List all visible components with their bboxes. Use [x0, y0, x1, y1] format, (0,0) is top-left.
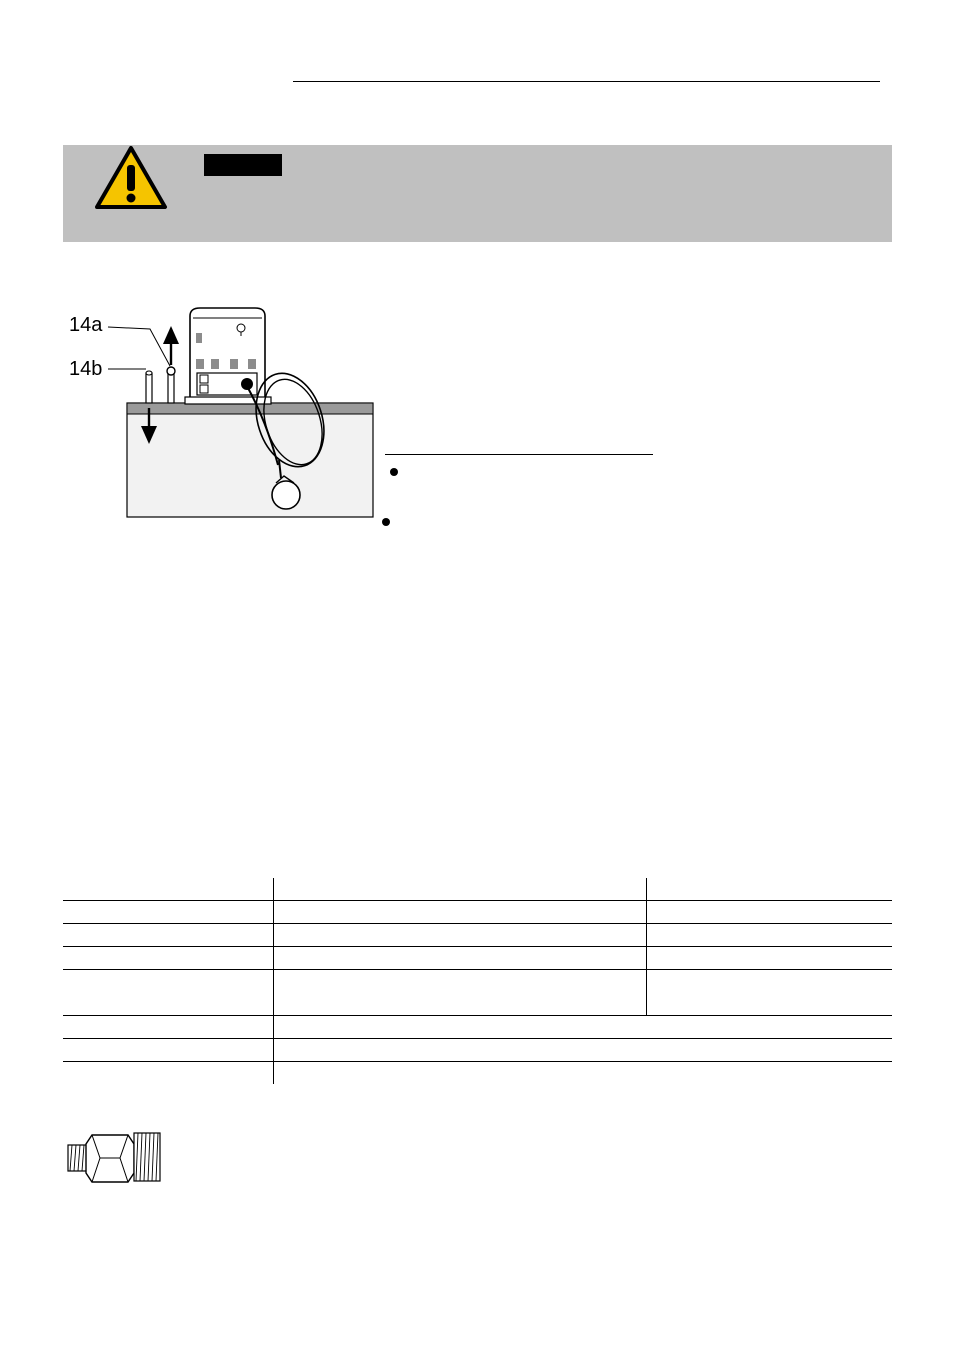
- bullet-marker: [390, 468, 398, 476]
- header-rule: [293, 81, 880, 82]
- table-cell: [63, 878, 274, 901]
- table-cell: [647, 970, 893, 1016]
- table-row: [63, 970, 892, 1016]
- table-cell: [274, 924, 647, 947]
- specification-table: [63, 878, 892, 1084]
- table-cell: [274, 1016, 893, 1039]
- table-cell: [647, 878, 893, 901]
- table-cell: [274, 1039, 893, 1062]
- table-row: [63, 924, 892, 947]
- table-cell: [647, 901, 893, 924]
- table-row: [63, 1016, 892, 1039]
- table-cell: [63, 924, 274, 947]
- table-row: [63, 901, 892, 924]
- callout-14b: 14b: [69, 358, 103, 380]
- table-cell: [274, 1062, 893, 1085]
- callout-14a: 14a: [69, 314, 103, 336]
- table-row: [63, 947, 892, 970]
- table-cell: [63, 1062, 274, 1085]
- table-cell: [63, 901, 274, 924]
- table-row: [63, 1039, 892, 1062]
- table-cell: [63, 1016, 274, 1039]
- table-cell: [274, 947, 647, 970]
- table-cell: [63, 947, 274, 970]
- warning-box: [63, 145, 892, 242]
- table-row: [63, 878, 892, 901]
- warning-triangle-icon: [94, 145, 168, 211]
- connection-diagram: [60, 300, 390, 530]
- section-rule: [385, 454, 653, 455]
- table-cell: [63, 1039, 274, 1062]
- table-cell: [647, 924, 893, 947]
- table-cell: [274, 878, 647, 901]
- signal-word-label: [204, 154, 282, 176]
- table-cell: [647, 947, 893, 970]
- table-row: [63, 1062, 892, 1085]
- table-cell: [274, 901, 647, 924]
- thread-adapter-icon: [64, 1130, 164, 1185]
- bullet-marker: [382, 518, 390, 526]
- table-cell: [63, 970, 274, 1016]
- table-cell: [274, 970, 647, 1016]
